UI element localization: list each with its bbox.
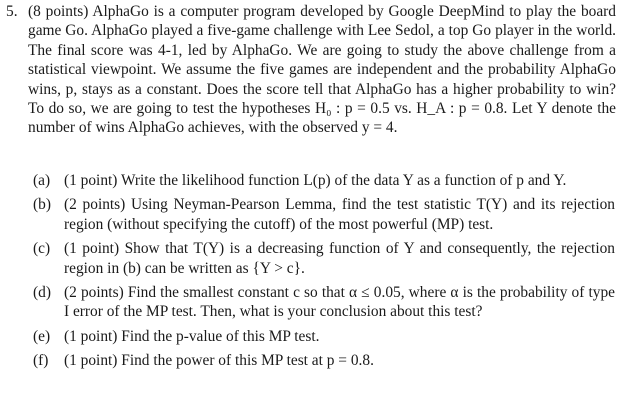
subquestion-label: (e)	[33, 327, 51, 345]
subquestion-d	[33, 283, 615, 322]
subquestion-b	[33, 195, 615, 234]
subquestion-text: (1 point) Show that T(Y) is a decreasing function of Y and consequently, the rejection region in (b) can be written as {Y > c}.	[64, 240, 615, 277]
subquestion-list	[33, 171, 615, 376]
problem-statement: (8 points) AlphaGo is a computer program developed by Google DeepMind to play the board game Go. AlphaGo played a five-game challenge with Lee Sedol, a top Go player in the world. The final score was 4-1, led by AlphaGo. We are going to study the above challenge from a statistical viewpoint. We assume the five games are independent and the probability AlphaGo wins, p, stays as a constant. Does the score tell that AlphaGo has a higher probability to win? To do so, we are going to test the hypotheses H₀ : p = 0.5 vs. H_A : p = 0.8. Let Y denote the number of wins AlphaGo achieves, with the observed y = 4.	[28, 3, 616, 137]
subquestion-label: (a)	[33, 172, 51, 189]
subquestion-text: (2 points) Using Neyman-Pearson Lemma, find the test statistic T(Y) and its rejection region (without specifying the cutoff) of the most powerful (MP) test.	[64, 196, 615, 233]
problem-5	[6, 2, 616, 138]
subquestion-text: (1 point) Find the power of this MP test at p = 0.8.	[64, 352, 374, 370]
subquestion-label: (c)	[33, 240, 51, 258]
subquestion-text: (2 points) Find the smallest constant c so that α ≤ 0.05, where α is the probability of type I error of the MP test. Then, what is your conclusion about this test?	[64, 284, 615, 321]
problem-number: 5.	[6, 3, 18, 20]
subquestion-e	[33, 327, 615, 346]
subquestion-text: (1 point) Write the likelihood function L(p) of the data Y as a function of p and Y.	[64, 172, 567, 189]
subquestion-f	[33, 351, 615, 370]
subquestion-c	[33, 239, 615, 278]
subquestion-a	[33, 171, 615, 190]
subquestion-label: (b)	[33, 196, 51, 214]
subquestion-label: (d)	[33, 284, 51, 302]
subquestion-label: (f)	[33, 352, 49, 370]
subquestion-text: (1 point) Find the p-value of this MP test.	[64, 327, 320, 345]
